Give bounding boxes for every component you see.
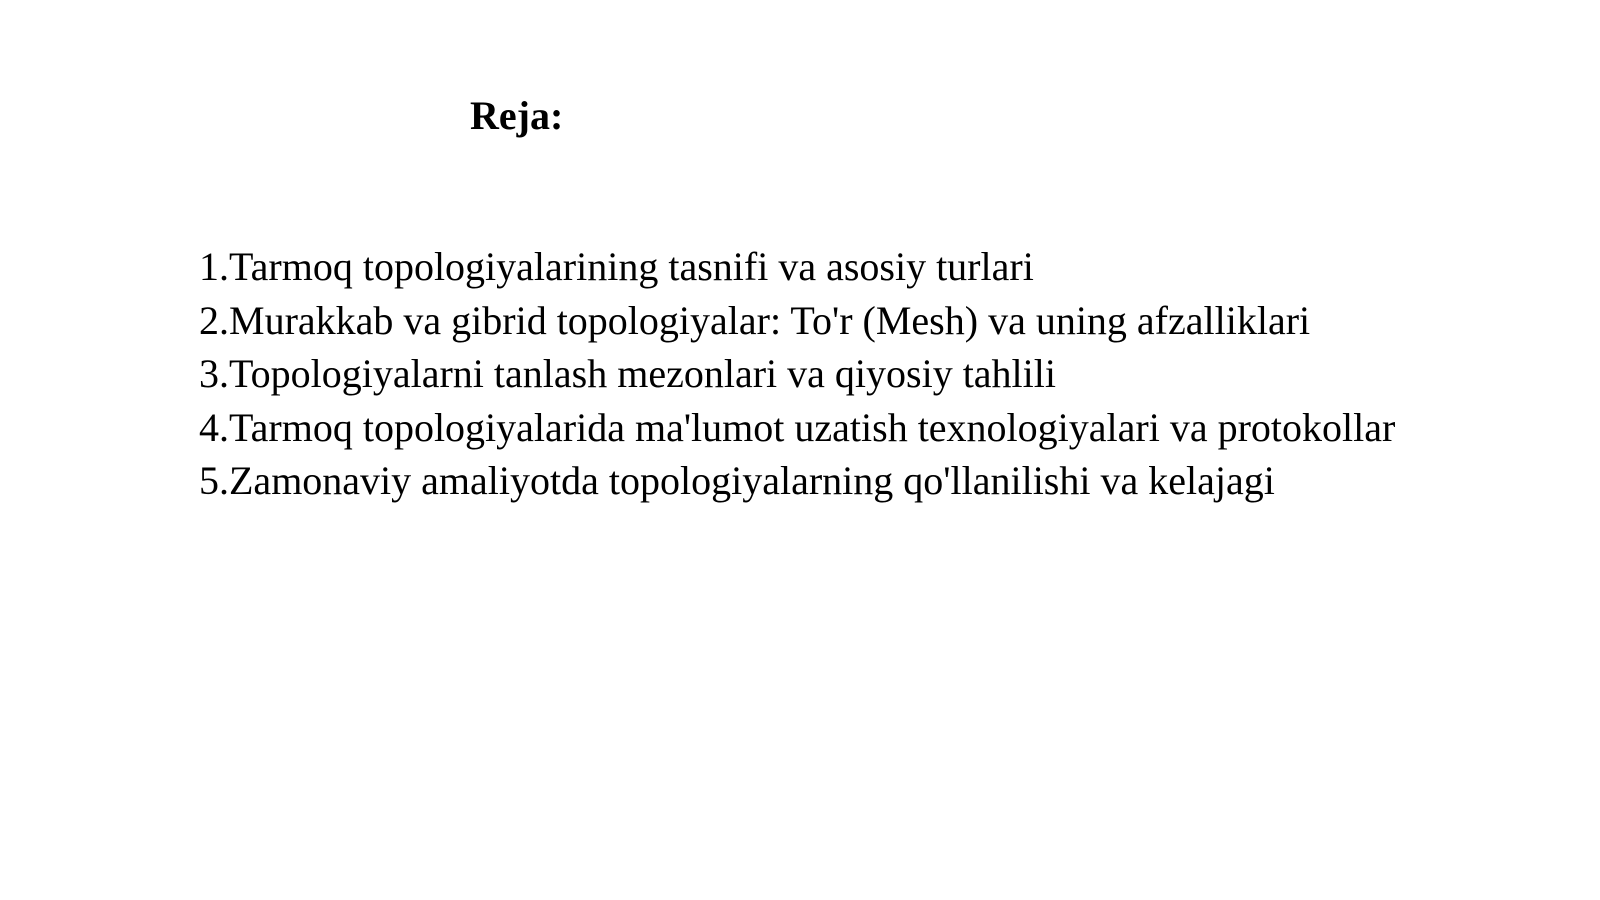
plan-item: 5.Zamonaviy amaliyotda topologiyalarning qo'llanilishi va kelajagi	[199, 458, 1275, 503]
slide-title: Reja:	[470, 93, 564, 138]
plan-item: 3.Topologiyalarni tanlash mezonlari va qiyosiy tahlili	[199, 351, 1057, 396]
plan-item: 1.Tarmoq topologiyalarining tasnifi va asosiy turlari	[199, 244, 1034, 289]
plan-list	[199, 240, 1439, 508]
plan-item: 2.Murakkab va gibrid topologiyalar: To'r (Mesh) va uning afzalliklari	[199, 297, 1311, 343]
plan-item: 4.Tarmoq topologiyalarida ma'lumot uzatish texnologiyalari va protokollar	[199, 404, 1396, 450]
